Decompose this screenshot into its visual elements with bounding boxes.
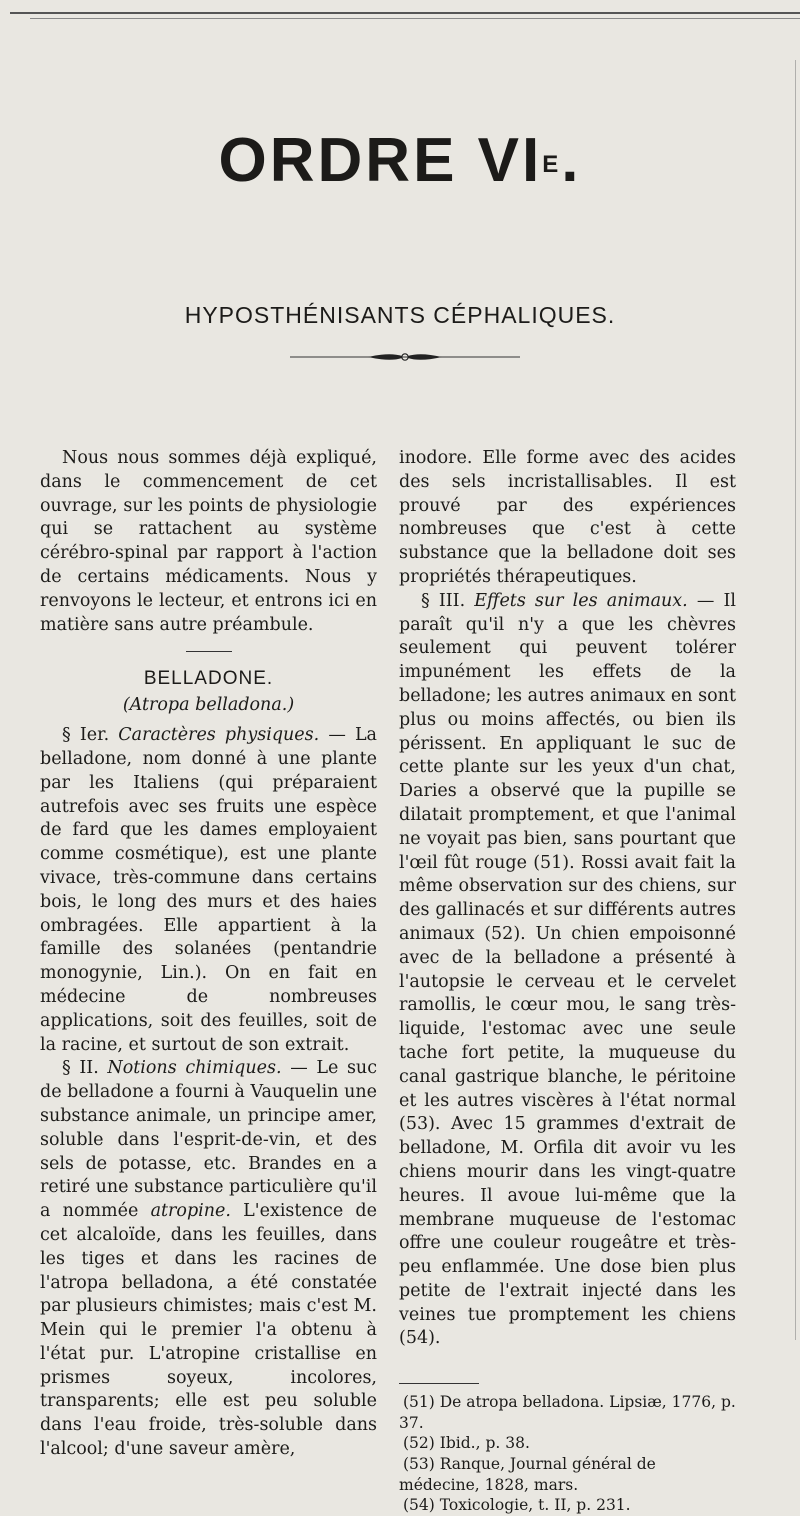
footnote: (53) Ranque, Journal général de médecine, 1828, mars. — [399, 1455, 656, 1494]
chapter-title: ORDRE $VI^E$. — [218, 126, 582, 195]
left-column — [40, 447, 377, 1462]
footnote: (54) Toxicologie, t. II, p. 231. — [403, 1496, 631, 1515]
section-heading: BELLADONE. — [143, 668, 274, 690]
footnote: (51) De atropa belladona. Lipsiæ, 1776, p. 37. — [399, 1393, 736, 1432]
chapter-subtitle: HYPOSTHÉNISANTS CÉPHALIQUES. — [184, 302, 616, 328]
paragraph-caracteres: § Ier. Caractères physiques. — La belladone, nom donné à une plante par les Italiens (qui préparaient autrefois avec ses fruits une espèce de fard que les dames employaient comme cosmétique), est une plante vivace, très-commune dans certains bois, le long des murs et des haies ombragées. Elle appartient à la famille des solanées (pentandrie monogynie, Lin.). On en fait en médecine de nombreuses applications, soit des feuilles, soit de la racine, et surtout de son extrait. — [40, 725, 377, 1055]
footnotes — [399, 1392, 736, 1516]
paragraph-effets: § III. Effets sur les animaux. — Il paraît qu'il n'y a que les chèvres seulement qui peuvent tolérer impunément les effets de la belladone; les autres animaux en sont plus ou moins affectés, ou bien ils périssent. En appliquant le suc de cette plante sur les yeux d'un chat, Daries a observé que la pupille se dilatait promptement, et que l'animal ne voyait pas bien, sans pourtant que l'œil fût rouge (51). Rossi avait fait la même observation sur des chiens, sur des gallinacés et sur différents autres animaux (52). Un chien empoisonné avec de la belladone a présenté à l'autopsie le cerveau et le cervelet ramollis, le cœur mou, le sang très-liquide, l'estomac avec une seule tache fort petite, la muqueuse du canal gastrique blanche, le péritoine et les autres viscères à l'état normal (53). Avec 15 grammes d'extrait de belladone, M. Orfila dit avoir vu les chiens mourir dans les vingt-quatre heures. Il avoue lui-même que la membrane muqueuse de l'estomac offre une couleur rougeâtre et très-peu enflammée. Une dose bien plus petite de l'extrait injecté dans les veines tue promptement les chiens (54). — [399, 590, 736, 1349]
right-column — [399, 447, 736, 1516]
paragraph-continued: inodore. Elle forme avec des acides des sels incristallisables. Il est prouvé par des expériences nombreuses que c'est à cette substance que la belladone doit ses propriétés thérapeutiques. — [399, 448, 736, 587]
footnote-rule — [399, 1383, 479, 1384]
top-rule — [10, 12, 800, 14]
page-edge — [795, 60, 796, 1340]
footnote: (52) Ibid., p. 38. — [403, 1434, 530, 1453]
intro-paragraph: Nous nous sommes déjà expliqué, dans le commencement de cet ouvrage, sur les points de physiologie qui se rattachent au système cérébro-spinal par rapport à l'action de certains médicaments. Nous y renvoyons le lecteur, et entrons ici en matière sans autre préambule. — [40, 448, 377, 635]
latin-name: (Atropa belladona.) — [122, 695, 295, 716]
section-rule — [186, 651, 232, 652]
ornament-rule — [290, 350, 520, 364]
paragraph-notions: § II. Notions chimiques. — Le suc de belladone a fourni à Vauquelin une substance animale, un principe amer, soluble dans l'esprit-de-vin, et des sels de potasse, etc. Brandes en a retiré une substance particulière qu'il a nommée atropine. L'existence de cet alcaloïde, dans les feuilles, dans les tiges et dans les racines de l'atropa belladona, a été constatée par plusieurs chimistes; mais c'est M. Mein qui le premier l'a obtenu à l'état pur. L'atropine cristallise en prismes soyeux, incolores, transparents; elle est peu soluble dans l'eau froide, très-soluble dans l'alcool; d'une saveur amère, — [40, 1058, 378, 1460]
top-rule-thin — [30, 18, 800, 19]
